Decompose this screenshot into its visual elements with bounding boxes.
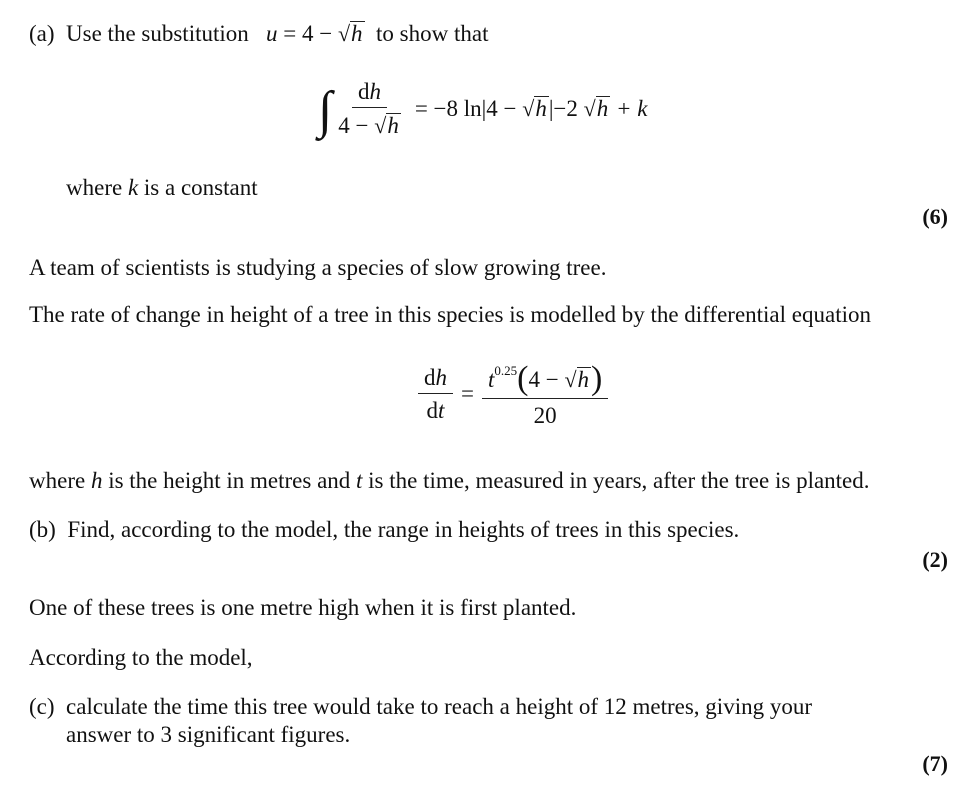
part-c-question-line-2: answer to 3 significant figures. [66, 722, 351, 747]
part-a-intro-tail: to show that [376, 21, 489, 46]
context2-line-2: According to the model, [29, 645, 253, 670]
context-line-1: A team of scientists is studying a species of slow growing tree. [29, 255, 607, 280]
differential-equation [418, 360, 608, 427]
part-a-intro-text: Use the substitution [66, 21, 249, 46]
context2-line-1: One of these trees is one metre high when it is first planted. [29, 595, 577, 620]
substitution-rhs: = 4 − [283, 21, 333, 46]
integral-result: = −8 ln|4 − √ h |−2 √ h + k [414, 95, 648, 121]
part-c-marks: (7) [922, 751, 948, 776]
part-a-intro [29, 21, 489, 45]
part-b-question: (b) Find, according to the model, the range in heights of trees in this species. [29, 517, 740, 542]
part-b-marks: (2) [922, 547, 948, 572]
integral-sign: ∫ [318, 81, 333, 139]
part-c-question-line-1: (c) calculate the time this tree would take to reach a height of 12 metres, giving your [29, 694, 812, 719]
substitution-variable: u [266, 21, 278, 46]
part-a-marks: (6) [922, 204, 948, 229]
rhs-fraction: $t^{0.25}(4$ − √ h ) 20 [482, 360, 608, 427]
integrand-fraction: dh 4 − √ h [338, 79, 399, 138]
dh-dt-fraction: $\frac{dh}{dt}$ [418, 366, 453, 422]
where-h-t-line: where h is the height in metres and t is the time, measured in years, after the tree is planted. [29, 468, 870, 493]
equals-sign: = [461, 380, 474, 406]
integral-equation [318, 80, 647, 137]
part-a-label: (a) [29, 21, 55, 46]
context-line-2: The rate of change in height of a tree in this species is modelled by the differential equation [29, 302, 871, 327]
sqrt-h-expression: √ h [337, 21, 363, 46]
where-k-line: where k is a constant [66, 175, 258, 200]
